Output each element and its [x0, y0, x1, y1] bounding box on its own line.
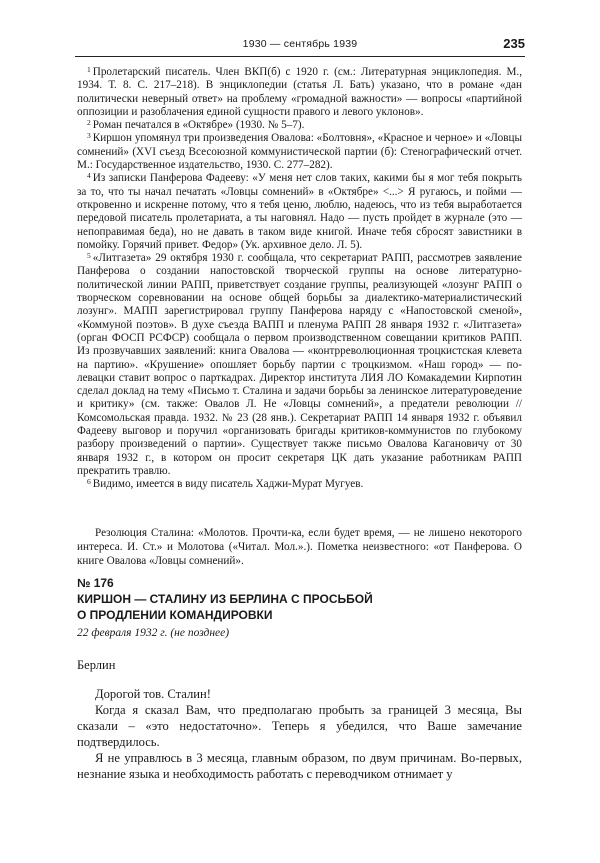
document-date: 22 февраля 1932 г. (не позднее)	[77, 627, 230, 639]
page-number: 235	[503, 36, 525, 51]
document-place: Берлин	[77, 658, 116, 672]
page-header	[75, 36, 525, 56]
footnote-marker: 5	[87, 251, 91, 261]
stalin-resolution: Резолюция Сталина: «Молотов. Прочти-ка, если будет время, — не лишено некоторого интереса. И. Ст.» и Молотова («Читал. Мол.».). Пометка неизвестного: «от Панферова. О книге Овалова «Ловцы сомнений».	[77, 527, 522, 567]
document-title-line-2: О ПРОДЛЕНИИ КОМАНДИРОВКИ	[77, 608, 273, 622]
footnote-5	[77, 252, 522, 478]
footnote-marker: 3	[87, 131, 91, 141]
footnote-3	[77, 132, 522, 172]
footnote-marker: 4	[87, 171, 91, 181]
footnote-marker: 6	[87, 477, 91, 487]
footnote-1	[77, 66, 522, 119]
letter-body	[77, 686, 522, 782]
letter-paragraph-1: Когда я сказал Вам, что предполагаю пробыть за границей 3 месяца, Вы сказали – «это недостаточно». Теперь я убедился, что Ваше замечание подтвердилось.	[77, 703, 522, 749]
footnote-text: Роман печатался в «Октябре» (1930. № 5–7).	[92, 119, 305, 132]
footnote-2	[77, 119, 522, 132]
letter-greeting: Дорогой тов. Сталин!	[95, 687, 211, 701]
document-heading	[77, 575, 522, 623]
footnote-text: Пролетарский писатель. Член ВКП(б) с 1920 г. (см.: Литературная энциклопедия. М., 1934. Т. 8. С. 217–218). В энциклопедии (статья Л. Бать) указано, что в романе «дан политически неверный ответ» на проблему «громадной важности» — вопросы «партийной оппозиции и разоблачения единой сущности правого и левого уклонов».	[77, 66, 522, 118]
letter-paragraph-2: Я не управлюсь в 3 месяца, главным образом, по двум причинам. Во-первых, незнание языка и необходимость работать с переводчиком отнимает у	[77, 751, 522, 781]
footnote-4	[77, 172, 522, 252]
document-title-line-1: КИРШОН — СТАЛИНУ ИЗ БЕРЛИНА С ПРОСЬБОЙ	[77, 592, 373, 606]
footnote-text: «Литгазета» 29 октября 1930 г. сообщала, что секретариат РАПП, рассмотрев заявление Панферова о создании напостовской творческой группы на основе литературно-политической линии РАПП, приветствует создание группы, реализующей «лозунг РАПП о творческом соревновании на основе общей борьбы за диалектико-материалистический лозунг». МАПП зарегистрировал группу Панферова наряду с «Напостовской сменой», «Коммуной поэтов». В духе съезда ВАПП и пленума РАПП 28 января 1932 г. «Литгазета» (орган ФОСП РСФСР) сообщала о первом производственном совещании критиков РАПП. Из прозвучавших заявлений: книга Овалова — «контрреволюционная троцкистская клевета на партию». «Крушение» опошляет борьбу партии с троцкизмом. «Наш город» — по-левацки ставит вопрос о парткадрах. Директор института ЛИЯ ЛО Комакадемии Кирпотин сделал доклад на тему «Письмо т. Сталина и задачи борьбы за ленинское литературоведение и критику» (см. также: Овалов Л. Не «Ловцы сомнений», а предатели революции // Комсомольская правда. 1932. № 23 (28 янв.). Секретариат РАПП 14 января 1932 г. объявил Фадееву выговор и поручил «организовать бригады критиков-коммунистов по глубокому разбору произведений о партии». Существует также письмо Овалова Кагановичу от 30 января 1932 г., в котором он просит секретаря ЦК дать указание работникам РАПП прекратить травлю.	[77, 252, 522, 477]
footnotes	[77, 66, 522, 492]
document-number: № 176	[77, 576, 114, 590]
footnote-6	[77, 478, 522, 491]
header-rule	[75, 56, 525, 57]
footnote-marker: 1	[87, 65, 91, 74]
running-title: 1930 — сентябрь 1939	[242, 38, 358, 50]
footnote-text: Видимо, имеется в виду писатель Хаджи-Мурат Мугуев.	[92, 478, 364, 491]
footnote-text: Киршон упомянул три произведения Овалова: «Болтовня», «Красное и черное» и «Ловцы сомнений» (XVI съезд Всесоюзной коммунистической партии (б): Стенографический отчет. М.: Государственное издательство, 1930. С. 277–282).	[77, 132, 522, 172]
footnote-text: Из записки Панферова Фадееву: «У меня нет слов таких, какими бы я мог тебя покрыть за то, что ты начал печатать «Ловцы сомнений» в «Октябре» <...> Я ругаюсь, и пойми — откровенно и искренне потому, что я тебя ценю, люблю, надеюсь, что из тебя выработается передовой писатель пролетариата, а ты наговнял. Надо — пусть пройдет в журнале (это — непоправимая беда), но не давать в таком виде книгой. Иначе тебя сбросят завистники в помойку. Горячий привет. Федор» (Ук. архивное дело. Л. 5).	[77, 172, 522, 251]
footnote-marker: 2	[87, 118, 91, 128]
